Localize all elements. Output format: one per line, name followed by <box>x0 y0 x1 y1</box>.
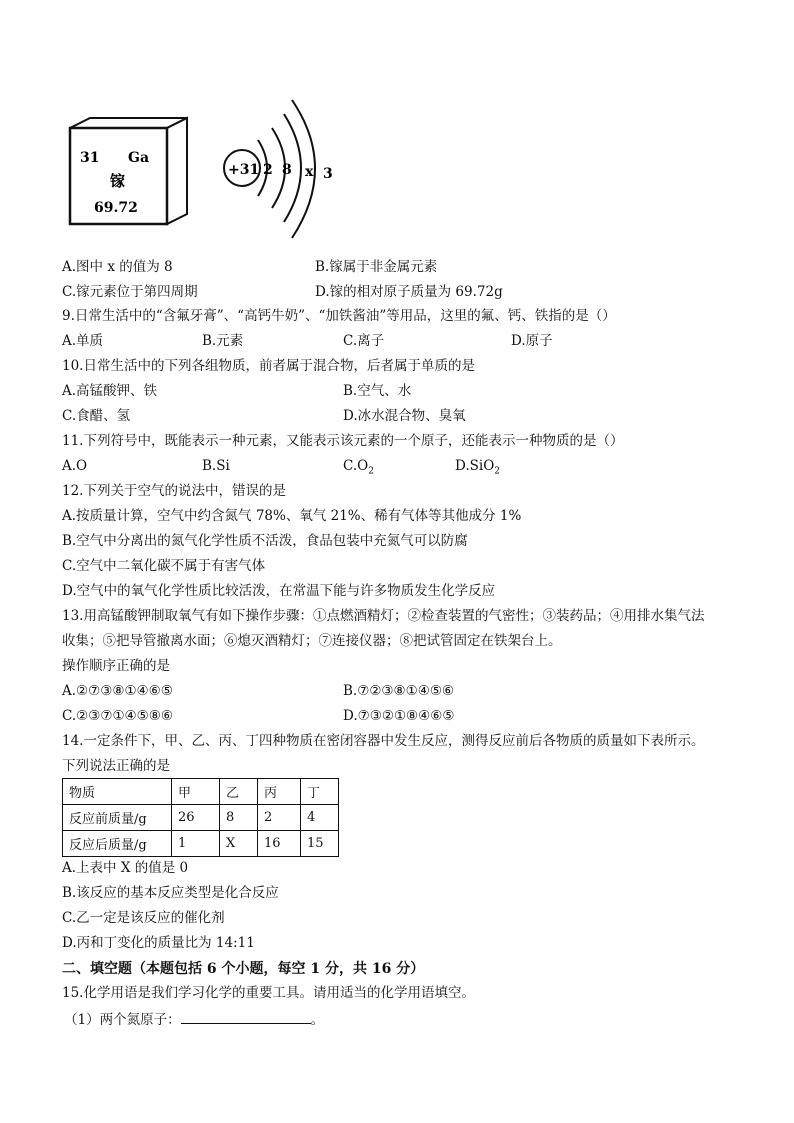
element-name: 镓 <box>110 172 126 190</box>
table-cell: 4 <box>301 805 339 831</box>
table-header-row <box>63 779 339 805</box>
gallium-figure <box>62 92 362 252</box>
q8-option-d: D.镓的相对原子质量为 69.72g <box>315 284 503 300</box>
table-cell: 26 <box>172 805 220 831</box>
q11-option-c-subscript: 2 <box>368 466 374 477</box>
q12-option-d: D.空气中的氧气化学性质比较活泼，在常温下能与许多物质发生化学反应 <box>62 583 496 599</box>
q9-stem: 9.日常生活中的“含氟牙膏”、“高钙牛奶”、“加铁酱油”等用品，这里的氟、钙、铁指的是（） <box>62 308 616 324</box>
q13-stem-line3: 操作顺序正确的是 <box>62 658 170 674</box>
q11-stem: 11.下列符号中，既能表示一种元素，又能表示该元素的一个原子，还能表示一种物质的是（） <box>62 433 624 449</box>
q14-option-b: B.该反应的基本反应类型是化合反应 <box>62 885 279 901</box>
q9-option-d: D.原子 <box>511 333 553 349</box>
q15-stem: 15.化学用语是我们学习化学的重要工具。请用适当的化学用语填空。 <box>62 985 475 1001</box>
q14-option-d: D.丙和丁变化的质量比为 14:11 <box>62 935 255 951</box>
table-row <box>63 831 339 857</box>
table-header-cell: 甲 <box>172 779 220 805</box>
q14-option-a: A.上表中 X 的值是 0 <box>62 860 189 876</box>
q13-stem-line2: 收集；⑤把导管撤离水面；⑥熄灭酒精灯；⑦连接仪器；⑧把试管固定在铁架台上。 <box>62 633 562 649</box>
q14-stem-line2: 下列说法正确的是 <box>62 758 170 774</box>
table-cell: 15 <box>301 831 339 857</box>
q10-option-a: A.高锰酸钾、铁 <box>62 383 158 399</box>
q13-option-c: C.②③⑦①④⑤⑧⑥ <box>62 708 173 724</box>
table-header-cell: 丁 <box>301 779 339 805</box>
q15-sub1-answer-blank[interactable] <box>181 1009 311 1024</box>
q15-sub1-end: 。 <box>310 1012 325 1028</box>
q13-option-b: B.⑦②③⑧①④⑤⑥ <box>343 683 455 699</box>
q8-option-a: A.图中 x 的值为 8 <box>62 259 173 275</box>
q12-option-a: A.按质量计算，空气中约含氮气 78%、氧气 21%、稀有气体等其他成分 1% <box>62 508 522 524</box>
element-symbol: Ga <box>128 150 150 166</box>
q13-option-a: A.②⑦③⑧①④⑥⑤ <box>62 683 173 699</box>
shell-4: 3 <box>323 166 333 182</box>
atomic-number: 31 <box>80 150 100 166</box>
atom-structure <box>224 100 333 238</box>
section-title: 二、填空题（本题包括 6 个小题，每空 1 分，共 16 分） <box>62 961 425 977</box>
table-cell: X <box>220 831 258 857</box>
q8-option-c: C.镓元素位于第四周期 <box>62 284 198 300</box>
q13-option-d: D.⑦③②①⑧④⑥⑤ <box>343 708 455 724</box>
table-cell: 16 <box>258 831 301 857</box>
table-cell: 2 <box>258 805 301 831</box>
q14-option-c: C.乙一定是该反应的催化剂 <box>62 910 225 926</box>
table-header-cell: 乙 <box>220 779 258 805</box>
element-cube <box>70 118 187 224</box>
q10-option-b: B.空气、水 <box>343 383 412 399</box>
table-row <box>63 805 339 831</box>
mass-table <box>62 778 339 857</box>
shell-1: 2 <box>263 162 273 178</box>
table-header-cell: 丙 <box>258 779 301 805</box>
table-cell: 反应前质量/g <box>63 805 172 831</box>
q11-option-b: B.Si <box>202 458 230 474</box>
table-header-cell: 物质 <box>63 779 172 805</box>
q12-option-c: C.空气中二氧化碳不属于有害气体 <box>62 558 266 574</box>
q11-option-c <box>343 457 374 481</box>
q9-option-c: C.离子 <box>343 333 385 349</box>
table-cell: 1 <box>172 831 220 857</box>
q13-stem-line1: 13.用高锰酸钾制取氧气有如下操作步骤：①点燃酒精灯；②检查装置的气密性；③装药品；④用排水集气法 <box>62 608 705 624</box>
shell-3: x <box>305 164 314 180</box>
nucleus-charge: +31 <box>228 162 260 178</box>
table-cell: 8 <box>220 805 258 831</box>
q11-option-c-text: C.O <box>343 458 369 474</box>
atomic-mass: 69.72 <box>94 200 138 216</box>
q15-sub1-label: （1）两个氮原子： <box>64 1012 181 1028</box>
shell-2: 8 <box>282 162 292 178</box>
q12-option-b: B.空气中分离出的氮气化学性质不活泼，食品包装中充氮气可以防腐 <box>62 533 468 549</box>
q10-stem: 10.日常生活中的下列各组物质，前者属于混合物，后者属于单质的是 <box>62 358 475 374</box>
q14-stem-line1: 14.一定条件下，甲、乙、丙、丁四种物质在密闭容器中发生反应，测得反应前后各物质的质量如下表所示。 <box>62 733 705 749</box>
q9-option-b: B.元素 <box>202 333 244 349</box>
q11-option-d <box>455 457 500 481</box>
q11-option-a: A.O <box>62 458 88 474</box>
table-cell: 反应后质量/g <box>63 831 172 857</box>
q12-stem: 12.下列关于空气的说法中，错误的是 <box>62 483 286 499</box>
q9-option-a: A.单质 <box>62 333 104 349</box>
q15-sub1 <box>64 1009 324 1029</box>
q8-option-b: B.镓属于非金属元素 <box>315 259 438 275</box>
q11-option-d-subscript: 2 <box>494 466 501 477</box>
q10-option-c: C.食醋、氢 <box>62 408 131 424</box>
q11-option-d-text: D.SiO <box>455 458 495 474</box>
q10-option-d: D.冰水混合物、臭氧 <box>343 408 466 424</box>
